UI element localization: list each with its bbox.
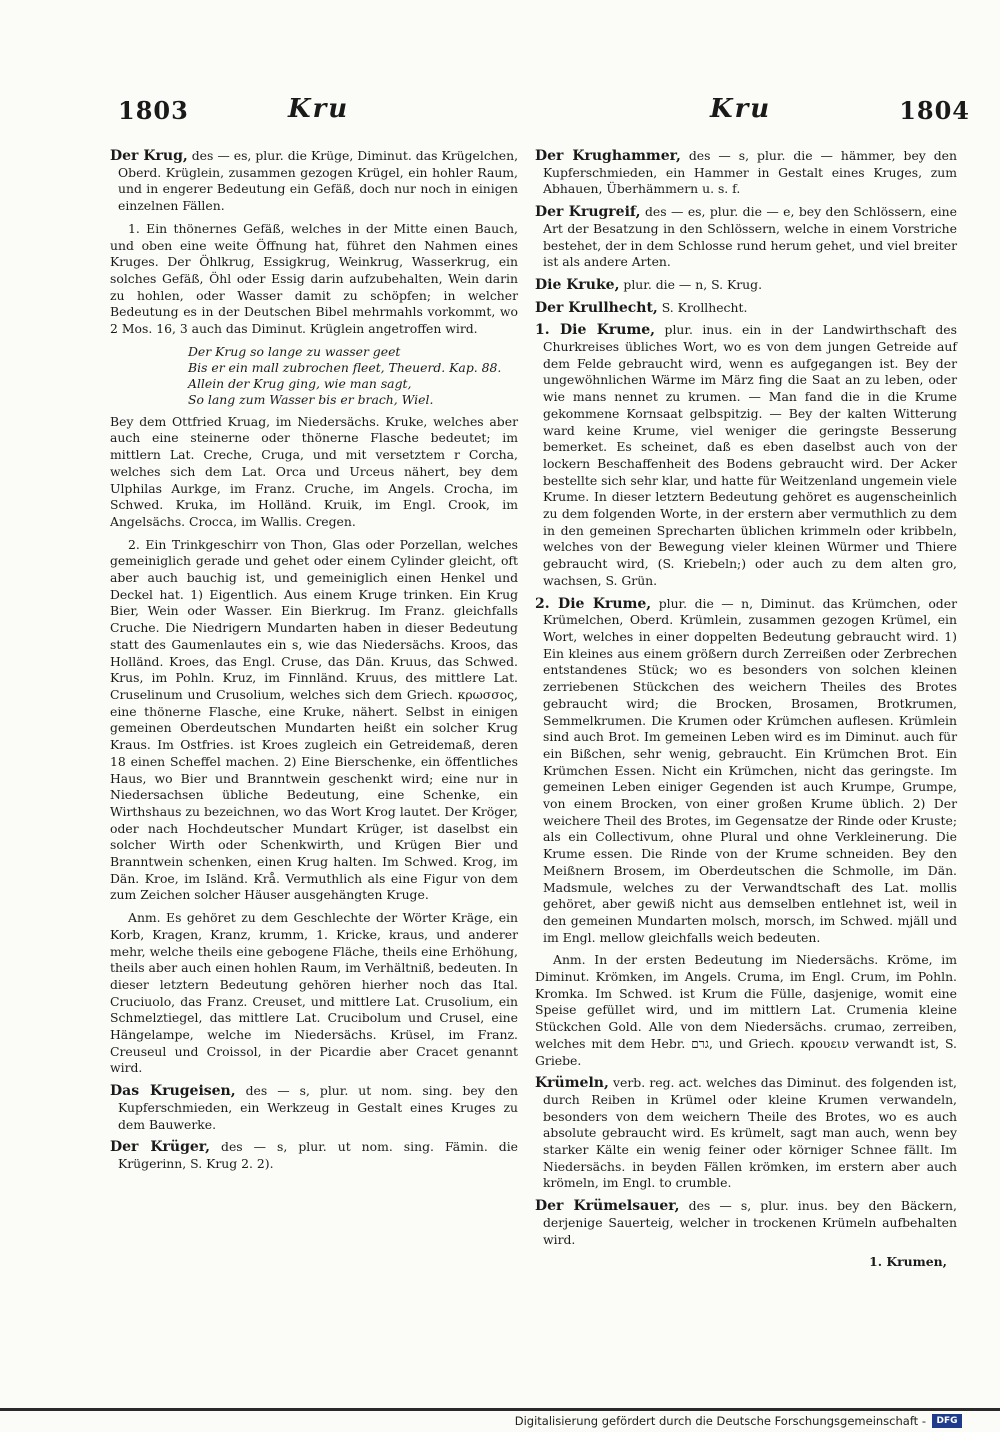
verse-line: Der Krug so lange zu wasser geet	[188, 343, 401, 359]
annotation: Anm. Es gehöret zu dem Geschlechte der Wörter Kräge, ein Korb, Kragen, Kranz, krumm, 1. Kricke, kraus, und anderer mehr, welche theils eine gebogene Fläche, theils eine Erhöhung, theils aber auch einen hohlen Raum, im Verhältniß, bedeuten. In dieser letztern Bedeutung gehören hierher noch das Ital. Cruciuolo, das Franz. Creuset, und mittlere Lat. Crusolium, ein Schmelztiegel, das mittlere Lat. Crucibolum und Crusel, eine Hängelampe, welche im Niedersächs. Krüsel, im Franz. Creuseul und Croissol, in der Picardie aber Cracet genannt wird.	[110, 910, 518, 1076]
entry-krughammer	[535, 148, 957, 198]
page-header	[110, 96, 970, 136]
paragraph: 2. Ein Trinkgeschirr von Thon, Glas oder Porzellan, welches gemeiniglich gerade und gehet oder einem Cylinder gleicht, oft aber auch bauchig ist, und gemeiniglich einen Henkel und Deckel hat. 1) Eigentlich. Aus einem Kruge trinken. Ein Krug Bier, Wein oder Wasser. Ein Bierkrug. Im Franz. gleichfalls Cruche. Die Niedrigern Mundarten haben in dieser Bedeutung statt des Gaumenlautes ein s, wie das Niedersächs. Kroos, das Holländ. Kroes, das Engl. Cruse, das Dän. Kruus, das Schwed. Krus, im Pohln. Kruz, im Finnländ. Kruus, des mittlere Lat. Cruselinum und Crusolium, welches sich dem Griech. κρωσσος, eine thönerne Flasche, eine Kruke, nähert. Selbst in einigen gemeinen Oberdeutschen Mundarten heißt ein solcher Krug Kraus. Im Ostfries. ist Kroes zugleich ein Getreidemaß, deren 18 einen Scheffel machen. 2) Eine Bierschenke, ein öffentliches Haus, wo Bier und Branntwein geschenkt wird; eine nur in Niedersachsen übliche Bedeutung, eine Schenke, ein Wirthshaus zu bezeichnen, wo das Wort Krog lautet. Der Kröger, oder nach Hochdeutscher Mundart Krüger, ist daselbst ein solcher Wirth oder Schenkwirth, und Krügen Bier und Branntwein schenken, einen Krug halten. Im Schwed. Krog, im Dän. Kroe, im Isländ. Krå. Vermuthlich als eine Figur von dem zum Zeichen solcher Häuser ausgehängten Kruge.	[110, 536, 518, 903]
entry-krug	[110, 148, 518, 215]
annotation: Anm. In der ersten Bedeutung im Niedersächs. Kröme, im Diminut. Krömken, im Angels. Cruma, im Engl. Crum, im Pohln. Kromka. Im Schwed. ist Krum die Fülle, dasjenige, womit eine Speise gefüllet wird, und im mittlern Lat. Crumenia kleine Stückchen Gold. Alle von dem Niedersächs. crumao, zerreiben, welches mit dem Hebr. גרם, und Griech. κρουειν verwandt ist, S. Griebe.	[535, 952, 957, 1068]
definition: des — s, plur. ut nom. sing. Fämin. die Krügerinn, S. Krug 2. 2).	[118, 1139, 518, 1171]
definition: S. Krollhecht.	[661, 299, 748, 315]
headword: Der Krullhecht,	[535, 299, 658, 316]
page-number-right: 1804	[899, 96, 970, 125]
entry-kruemeln	[535, 1075, 957, 1192]
headword: 1. Die Krume,	[535, 322, 656, 339]
running-head-right: Kru	[710, 94, 772, 124]
page-number-left: 1803	[118, 96, 189, 125]
headword: Das Krugeisen,	[110, 1083, 236, 1100]
verse-line: Allein der Krug ging, wie man sagt,	[188, 375, 412, 391]
entry-krume-1	[535, 322, 957, 589]
definition: plur. die — n, Diminut. das Krümchen, oder Krümelchen, Oberd. Krümlein, zusammen gezogen Krümel, ein Wort, welches in einer doppelten Bedeutung gebraucht wird. 1) Ein kleines aus einem größern durch Zerreißen oder Zerbrechen entstandenes Stück; wo es besonders von solchen kleinen zerriebenen Stückchen des weichern Theiles des Brotes gebraucht wird; die Brocken, Brosamen, Brotkrumen, Semmelkrumen. Die Krumen oder Krümchen auflesen. Krümlein sind auch Brot. Im gemeinen Leben wird es im Diminut. auch für ein Bißchen, sehr wenig, gebraucht. Ein Krümchen Brot. Ein Krümchen Essen. Nicht ein Krümchen, nicht das geringste. Im gemeinen Leben einiger Gegenden ist auch Krumpe, Grumpe, von einem Brocken, von einer großen Krume üblich. 2) Der weichere Theil des Brotes, im Gegensatze der Rinde oder Kruste; als ein Collectivum, ohne Plural und ohne Verkleinerung. Die Krume essen. Die Rinde von der Krume schneiden. Bey den Meißnern Brosem, im Oberdeutschen die Schmolle, im Dän. Madsmule, welches zu der Verwandtschaft des Lat. mollis gehöret, aber gewiß nicht aus demselben entlehnet ist, weil in den gemeinen Mundarten molsch, morsch, im Schwed. mjäll und im Engl. mellow gleichfalls weich bedeuten.	[543, 595, 957, 945]
running-head-left: Kru	[288, 94, 350, 124]
entry-krume-2	[535, 596, 957, 947]
footer	[515, 1412, 962, 1430]
headword: Die Kruke,	[535, 276, 620, 293]
dfg-logo-icon: DFG	[932, 1414, 962, 1428]
catchword: 1. Krumen,	[869, 1254, 947, 1270]
entry-krugreif	[535, 204, 957, 271]
headword: Krümeln,	[535, 1075, 609, 1092]
definition: des — es, plur. die Krüge, Diminut. das Krügelchen, Oberd. Krüglein, zusammen gezogen Krügel, ein hohler Raum, und in engerer Bedeutung ein Gefäß, doch nur noch in einigen einzelnen Fällen.	[118, 148, 519, 214]
headword: 2. Die Krume,	[535, 595, 652, 612]
headword: Der Krüger,	[110, 1139, 211, 1156]
definition: verb. reg. act. welches das Diminut. des folgenden ist, durch Reiben in Krümel oder kleine Krumen verwandeln, besonders von dem weichern Theile des Brotes, wo es auch absolute gebraucht wird. Es krümelt, sagt man auch, wenn bey starker Kälte ein wenig feiner oder körniger Schnee fällt. Im Niedersächs. in beyden Fällen krömken, im erstern aber auch krömeln, im Engl. to crumble.	[543, 1075, 957, 1191]
entry-krullhecht	[535, 300, 957, 317]
entry-krueger	[110, 1139, 518, 1172]
headword: Der Krug,	[110, 148, 188, 164]
headword: Der Krughammer,	[535, 148, 681, 164]
paragraph: 1. Ein thönernes Gefäß, welches in der Mitte einen Bauch, und oben eine weite Öffnung hat, führet den Nahmen eines Kruges. Der Öhlkrug, Essigkrug, Weinkrug, Wasserkrug, ein solches Gefäß, Öhl oder Essig darin aufzubehalten, Wein darin zu hohlen, oder Wasser damit zu schöpfen; in welcher Bedeutung es in der Deutschen Bibel mehrmahls vorkommt, wo 2 Mos. 16, 3 auch das Diminut. Krüglein angetroffen wird.	[110, 220, 518, 337]
definition: des — s, plur. ut nom. sing. bey den Kupferschmieden, ein Werkzeug in Gestalt eines Kruges zu dem Bauwerke.	[118, 1083, 518, 1132]
definition: des — s, plur. inus. bey den Bäckern, derjenige Sauerteig, welcher in trockenen Krümeln aufbehalten wird.	[543, 1198, 957, 1247]
verse-line: So lang zum Wasser bis er brach, Wiel.	[188, 391, 434, 407]
entry-kruke	[535, 277, 957, 294]
paragraph: Bey dem Ottfried Kruag, im Niedersächs. Kruke, welches aber auch eine steinerne oder thönerne Flasche bedeutet; im mittlern Lat. Creche, Cruga, und mit versetztem r Corcha, welches sich dem Lat. Orca und Urceus nähert, bey dem Ulphilas Aurkge, im Franz. Cruche, im Angels. Crocha, im Schwed. Kruka, im Holländ. Kruik, im Engl. Crook, im Angelsächs. Crocca, im Wallis. Cregen.	[110, 413, 518, 529]
definition: des — es, plur. die — e, bey den Schlössern, eine Art der Besatzung in den Schlössern, welche in einem Vorstriche bestehet, der in dem Schlosse rund herum gehet, und viel breiter ist als andere Arten.	[543, 204, 957, 270]
right-column	[535, 148, 957, 1271]
entry-krugeisen	[110, 1083, 518, 1133]
footer-credit: Digitalisierung gefördert durch die Deutsche Forschungsgemeinschaft -	[514, 1414, 926, 1428]
entry-kruemelsauer	[535, 1198, 957, 1248]
definition: plur. die — n, S. Krug.	[623, 276, 763, 292]
left-column	[110, 148, 518, 1179]
definition: des — s, plur. die — hämmer, bey den Kupferschmieden, ein Hammer in Gestalt eines Kruges, zum Abhauen, Überhämmern u. s. f.	[543, 148, 957, 197]
headword: Der Krugreif,	[535, 204, 641, 221]
verse-line: Bis er ein mall zubrochen fleet, Theuerd. Kap. 88.	[188, 359, 502, 375]
verse-quote	[188, 344, 518, 408]
footer-rule	[0, 1408, 1000, 1411]
headword: Der Krümelsauer,	[535, 1198, 680, 1215]
definition: plur. inus. ein in der Landwirthschaft des Churkreises übliches Wort, wo es von dem jungen Getreide auf dem Felde gebraucht wird, wenn es aufgegangen ist. Bey der ungewöhnlichen Wärme im März fing die Saat an zu leben, oder wie mans nennet zu krumen. — Man fand die in die Krume gekommene Kornsaat gelbspitzig. — Bey der kalten Witterung ward keine Krume, viel weniger die geringste Besserung bemerket. Es scheinet, daß es eben daselbst auch von der lockern Beschaffenheit des Bodens gebraucht wird. Der Acker bestellte sich sehr klar, und hatte für Weitzenland ungemein viele Krume. In dieser letztern Bedeutung gehöret es augenscheinlich zu dem folgenden Worte, in der erstern aber vermuthlich zu dem in den gemeinen Sprecharten üblichen krimmeln oder kribbeln, welches von der Bewegung vieler kleinen Würmer und Thiere gebraucht wird, (S. Kriebeln;) oder auch zu dem alten gro, wachsen, S. Grün.	[543, 322, 958, 588]
